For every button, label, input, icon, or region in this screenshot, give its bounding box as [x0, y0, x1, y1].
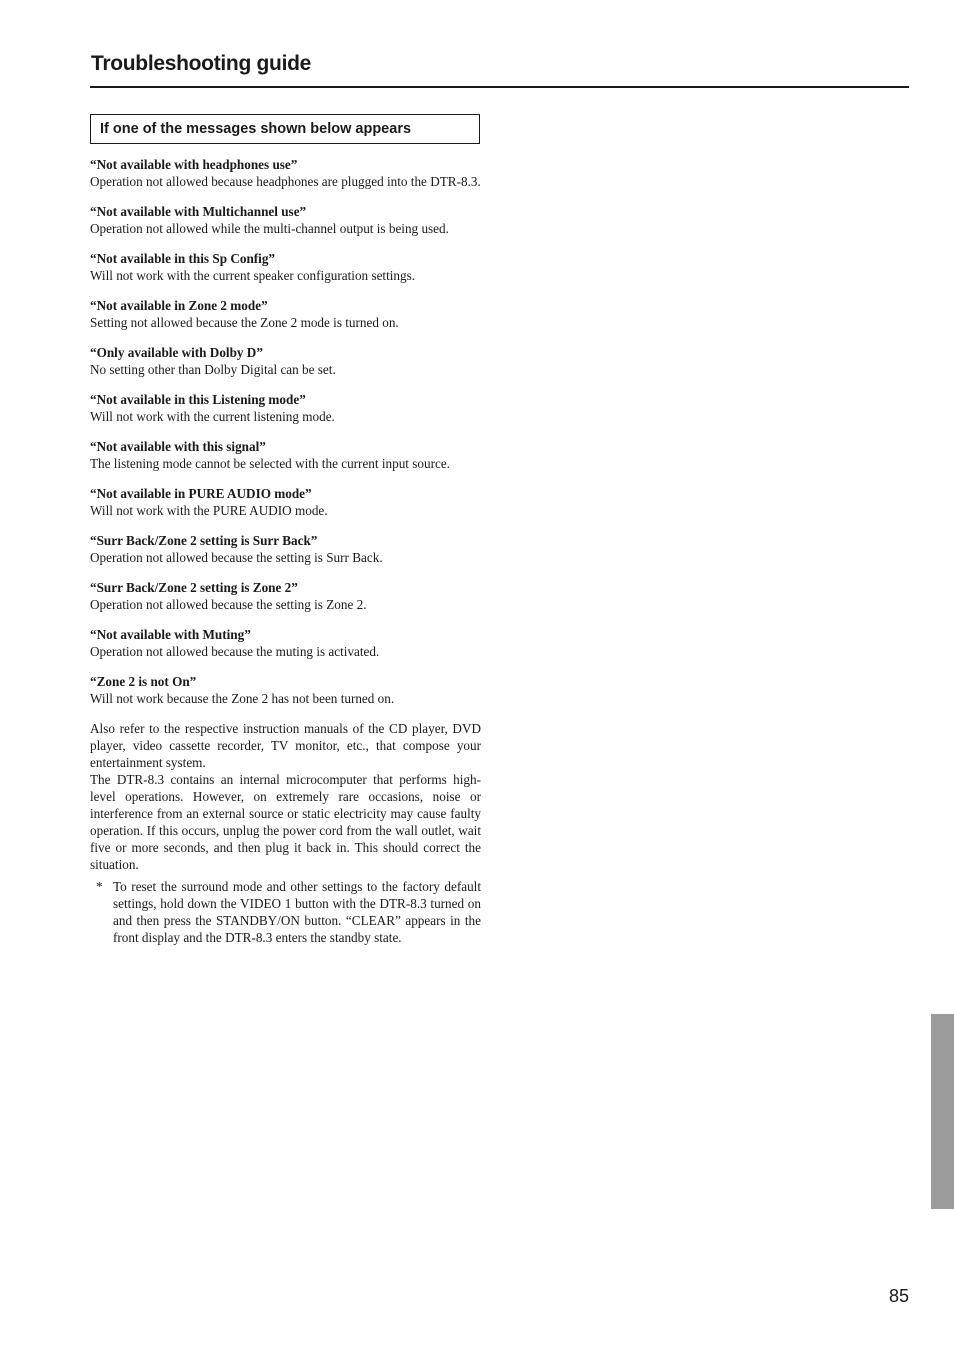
message-description: Setting not allowed because the Zone 2 mode is turned on. [90, 315, 399, 330]
page-number: 85 [888, 1286, 909, 1306]
message-description: Operation not allowed because the muting is activated. [90, 644, 380, 659]
message-title: “Not available with this signal” [90, 439, 266, 454]
message-description: Will not work with the PURE AUDIO mode. [90, 503, 328, 518]
message-item [90, 673, 481, 707]
message-description: Will not work with the current speaker configuration settings. [90, 268, 416, 283]
message-title: “Not available in this Listening mode” [90, 392, 306, 407]
message-item [90, 391, 481, 425]
message-item [90, 156, 481, 190]
message-title: “Not available in Zone 2 mode” [90, 298, 268, 313]
message-item [90, 297, 481, 331]
message-item [90, 438, 481, 472]
message-title: “Not available in this Sp Config” [90, 251, 276, 266]
message-description: Operation not allowed because headphones are plugged into the DTR-8.3. [90, 174, 481, 189]
footnote [90, 878, 481, 946]
footnote-marker: * [96, 879, 103, 894]
message-description: The listening mode cannot be selected with the current input source. [90, 456, 450, 471]
message-description: Will not work with the current listening mode. [90, 409, 335, 424]
message-title: “Not available with Multichannel use” [90, 204, 307, 219]
message-item [90, 532, 481, 566]
note-paragraph: The DTR-8.3 contains an internal microcomputer that performs high-level operations. However, on extremely rare occasions, noise or interference from an external source or static electricity may cause faulty operation. If this occurs, unplug the power cord from the wall outlet, wait five or more seconds, and then plug it back in. This should correct the situation. [90, 772, 481, 872]
message-description: Operation not allowed while the multi-channel output is being used. [90, 221, 449, 236]
message-description: Operation not allowed because the setting is Surr Back. [90, 550, 383, 565]
message-title: “Zone 2 is not On” [90, 674, 197, 689]
message-item [90, 250, 481, 284]
message-item [90, 203, 481, 237]
message-title: “Not available with headphones use” [90, 157, 298, 172]
message-title: “Not available with Muting” [90, 627, 251, 642]
section-side-tab [931, 1014, 954, 1209]
section-heading-box: If one of the messages shown below appears [90, 114, 480, 144]
footnote-text: To reset the surround mode and other settings to the factory default settings, hold down the VIDEO 1 button with the DTR-8.3 turned on and then press the STANDBY/ON button. “CLEAR” appears in the front display and the DTR-8.3 enters the standby state. [113, 879, 481, 945]
note-paragraph: Also refer to the respective instruction manuals of the CD player, DVD player, video cassette recorder, TV monitor, etc., that compose your entertainment system. [90, 721, 481, 770]
page-title: Troubleshooting guide [91, 52, 312, 75]
message-title: “Only available with Dolby D” [90, 345, 263, 360]
title-divider [90, 86, 909, 88]
content-column [90, 156, 481, 946]
message-item [90, 344, 481, 378]
notes-section [90, 720, 481, 946]
message-title: “Surr Back/Zone 2 setting is Zone 2” [90, 580, 298, 595]
message-item [90, 485, 481, 519]
message-title: “Surr Back/Zone 2 setting is Surr Back” [90, 533, 318, 548]
message-item [90, 626, 481, 660]
message-description: Will not work because the Zone 2 has not been turned on. [90, 691, 395, 706]
message-description: Operation not allowed because the setting is Zone 2. [90, 597, 367, 612]
message-item [90, 579, 481, 613]
message-description: No setting other than Dolby Digital can be set. [90, 362, 336, 377]
message-title: “Not available in PURE AUDIO mode” [90, 486, 312, 501]
